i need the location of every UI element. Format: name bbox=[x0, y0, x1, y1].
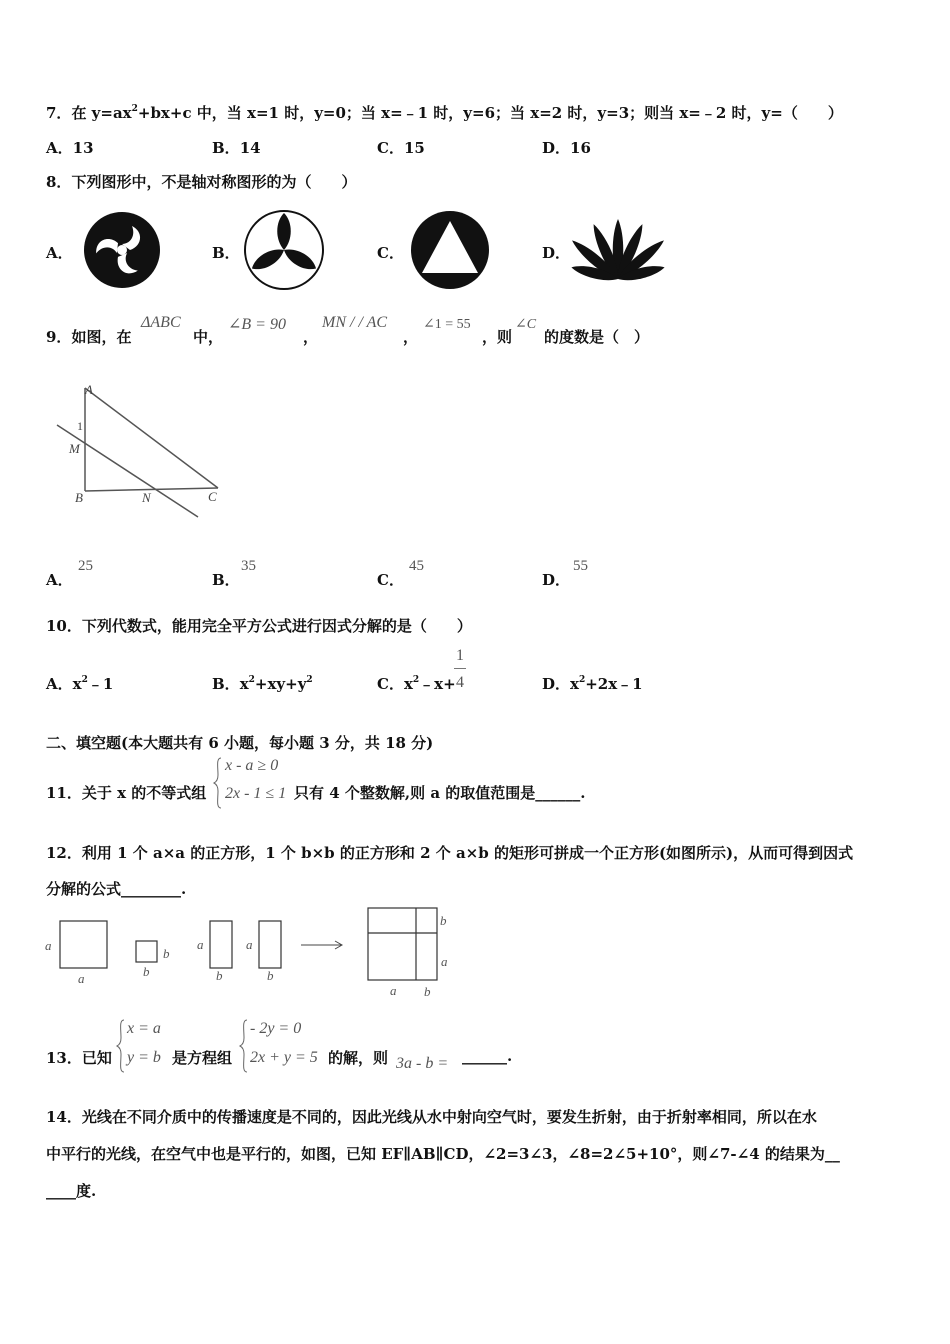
q9-math-angle-c: ∠C bbox=[515, 317, 537, 332]
q8-option-d-label[interactable]: D． bbox=[542, 244, 571, 262]
tomoe-swirl-icon[interactable] bbox=[82, 210, 162, 290]
side-bc bbox=[85, 488, 218, 491]
q9-text: ，则 bbox=[482, 328, 513, 346]
q9-option-d-value: 55 bbox=[573, 558, 588, 574]
q11-stem bbox=[46, 782, 206, 803]
q12-number: 12． bbox=[46, 844, 82, 862]
q9-option-a[interactable] bbox=[46, 569, 73, 590]
q11-inequality-1: x - a ≥ 0 bbox=[225, 757, 279, 774]
q9-option-b[interactable] bbox=[212, 569, 240, 590]
triangle-figure bbox=[55, 380, 230, 525]
point-n-label: N bbox=[142, 490, 151, 505]
option-label: C． bbox=[377, 571, 404, 589]
q11-inequality-2: 2x - 1 ≤ 1 bbox=[225, 785, 287, 802]
label-b: b bbox=[424, 984, 431, 999]
q10-option-b[interactable] bbox=[212, 673, 313, 694]
option-sup: 2 bbox=[578, 675, 586, 685]
q7-option-a[interactable] bbox=[46, 137, 94, 158]
option-label: B． bbox=[212, 139, 240, 157]
q9-option-c-value: 45 bbox=[409, 558, 424, 574]
q9-option-d[interactable] bbox=[542, 569, 570, 590]
q8-option-b-label[interactable]: B． bbox=[212, 244, 240, 262]
point-c-label: C bbox=[208, 489, 217, 504]
q13-expression: 3a - b = bbox=[396, 1055, 449, 1072]
q9-math-triangle: ΔABC bbox=[141, 314, 181, 331]
label-a: a bbox=[78, 971, 85, 986]
q7-option-d[interactable] bbox=[542, 137, 591, 158]
q9-option-b-value: 35 bbox=[241, 558, 256, 574]
option-label: D． bbox=[542, 571, 571, 589]
option-label: A． bbox=[46, 675, 73, 693]
option-text: x bbox=[403, 675, 413, 693]
fraction-denominator: 4 bbox=[456, 674, 464, 691]
option-label: B． bbox=[212, 675, 240, 693]
q8-option-c-label[interactable]: C． bbox=[377, 244, 404, 262]
option-label: C． bbox=[377, 675, 404, 693]
triangle-in-circle-icon[interactable] bbox=[410, 210, 490, 290]
option-text: +2x﹣1 bbox=[585, 675, 643, 693]
q9-math-parallel: MN / / AC bbox=[322, 314, 388, 331]
brace-icon bbox=[116, 1019, 126, 1073]
option-text: ﹣x+ bbox=[419, 675, 456, 693]
q12-stem-line-2: 分解的公式________. bbox=[46, 880, 187, 898]
point-b-label: B bbox=[75, 490, 83, 505]
q11-number: 11． bbox=[46, 784, 82, 802]
q9-math-angle-b: ∠B = 90 bbox=[228, 316, 286, 333]
label-a: a bbox=[246, 937, 253, 952]
side-ac bbox=[85, 388, 218, 488]
option-value: 16 bbox=[570, 139, 591, 157]
q11-text: 关于 x 的不等式组 bbox=[81, 784, 207, 802]
option-sup: 2 bbox=[81, 675, 88, 685]
q9-text: 如图，在 bbox=[71, 328, 132, 346]
label-b: b bbox=[143, 964, 150, 979]
q9-stem bbox=[46, 326, 131, 347]
label-a: a bbox=[390, 983, 397, 998]
option-label: D． bbox=[542, 675, 571, 693]
option-value: 15 bbox=[403, 139, 425, 157]
q9-text: ， bbox=[303, 328, 319, 346]
section-title: 二、填空题(本大题共有 6 小题，每小题 3 分，共 18 分) bbox=[46, 734, 434, 752]
label-a: a bbox=[441, 954, 448, 969]
brace-icon bbox=[213, 757, 223, 809]
q13-system2-eq1: - 2y = 0 bbox=[250, 1020, 302, 1037]
label-b: b bbox=[267, 968, 274, 983]
option-text: x bbox=[72, 675, 82, 693]
q13-stem bbox=[46, 1047, 112, 1068]
q14-number: 14． bbox=[46, 1108, 82, 1126]
q10-option-d[interactable] bbox=[542, 673, 643, 694]
option-value: 14 bbox=[239, 139, 261, 157]
q8-option-a-label[interactable]: A． bbox=[46, 244, 73, 262]
q9-number: 9． bbox=[46, 328, 72, 346]
q12-stem-line-1 bbox=[46, 842, 853, 863]
option-label: D． bbox=[542, 139, 571, 157]
option-sup: 2 bbox=[248, 675, 255, 685]
q14-stem-line-3: ____度. bbox=[46, 1182, 97, 1200]
q7-text-a: 在 y=ax bbox=[71, 104, 132, 122]
q10-option-c[interactable] bbox=[377, 673, 456, 694]
brace-icon bbox=[239, 1019, 249, 1073]
label-b: b bbox=[216, 968, 223, 983]
q10-text: 下列代数式，能用完全平方公式进行因式分解的是（ ） bbox=[81, 617, 472, 635]
q13-text: 是方程组 bbox=[172, 1049, 233, 1067]
q7-text-b: +bx+c 中，当 x=1 时，y=0；当 x=﹣1 时，y=6；当 x=2 时，y=3；则当 x=﹣2 时，y=（ ） bbox=[137, 104, 843, 122]
q7-number: 7． bbox=[46, 104, 72, 122]
q9-text: ， bbox=[403, 328, 419, 346]
q7-option-b[interactable] bbox=[212, 137, 261, 158]
q13-text: 的解，则 bbox=[328, 1049, 389, 1067]
q13-system1-eq1: x = a bbox=[127, 1020, 161, 1037]
label-b: b bbox=[163, 946, 170, 961]
q13-system2-eq2: 2x + y = 5 bbox=[250, 1049, 318, 1066]
q9-text: 的度数是（ ） bbox=[544, 328, 650, 346]
q12-text: 利用 1 个 a×a 的正方形，1 个 b×b 的正方形和 2 个 a×b 的矩形可拼成一个正方形(如图所示)，从而可得到因式 bbox=[81, 844, 854, 862]
square-b bbox=[136, 941, 157, 962]
q7-option-c[interactable] bbox=[377, 137, 425, 158]
q14-stem-line-1 bbox=[46, 1106, 817, 1127]
point-a-label: A bbox=[85, 382, 93, 397]
option-label: A． bbox=[46, 139, 73, 157]
fan-petals-logo-icon[interactable] bbox=[574, 215, 662, 285]
q8-stem bbox=[46, 171, 356, 192]
q14-stem-line-2: 中平行的光线，在空气中也是平行的，如图，已知 EF∥AB∥CD，∠2=3∠3，∠8=2∠5+10°，则∠7-∠4 的结果为__ bbox=[46, 1145, 840, 1163]
q9-option-c[interactable] bbox=[377, 569, 404, 590]
q13-system1-eq2: y = b bbox=[127, 1049, 161, 1066]
q13-text: 已知 bbox=[81, 1049, 112, 1067]
option-text: ﹣1 bbox=[87, 675, 114, 693]
option-text: x bbox=[239, 675, 249, 693]
q8-text: 下列图形中，不是轴对称图形的为（ ） bbox=[71, 173, 357, 191]
fraction-numerator: 1 bbox=[456, 647, 464, 664]
point-m-label: M bbox=[69, 441, 80, 456]
q9-math-angle-1: ∠1 = 55 bbox=[423, 317, 471, 332]
option-sup: 2 bbox=[412, 675, 420, 685]
option-text: +xy+y bbox=[254, 675, 307, 693]
q9-option-a-value: 25 bbox=[78, 558, 93, 574]
option-label: B． bbox=[212, 571, 240, 589]
big-square bbox=[368, 908, 437, 980]
q10-number: 10． bbox=[46, 617, 82, 635]
rect-ab-1 bbox=[210, 921, 232, 968]
option-sup: 2 bbox=[306, 675, 313, 685]
label-b: b bbox=[440, 913, 447, 928]
q13-blank: ______. bbox=[462, 1047, 513, 1065]
q14-text: 光线在不同介质中的传播速度是不同的，因此光线从水中射向空气时，要发生折射，由于折射率相同，所以在水 bbox=[81, 1108, 817, 1126]
label-a: a bbox=[197, 937, 204, 952]
square-a bbox=[60, 921, 107, 968]
q8-number: 8． bbox=[46, 173, 72, 191]
three-petal-circle-icon[interactable] bbox=[243, 209, 325, 291]
option-value: 13 bbox=[72, 139, 94, 157]
q7-stem bbox=[46, 102, 843, 123]
q9-text: 中， bbox=[193, 328, 224, 346]
q10-stem bbox=[46, 615, 472, 636]
fraction-bar bbox=[454, 668, 466, 669]
label-a: a bbox=[45, 938, 52, 953]
angle-1-label: 1 bbox=[77, 419, 83, 433]
rect-ab-2 bbox=[259, 921, 281, 968]
q13-number: 13． bbox=[46, 1049, 82, 1067]
option-label: C． bbox=[377, 139, 404, 157]
q10-option-a[interactable] bbox=[46, 673, 113, 694]
option-text: x bbox=[570, 675, 579, 693]
square-composition-figure bbox=[40, 903, 460, 1003]
q7-sup: 2 bbox=[131, 104, 138, 114]
q11-text: 只有 4 个整数解,则 a 的取值范围是______. bbox=[294, 784, 586, 802]
option-label: A． bbox=[46, 571, 73, 589]
